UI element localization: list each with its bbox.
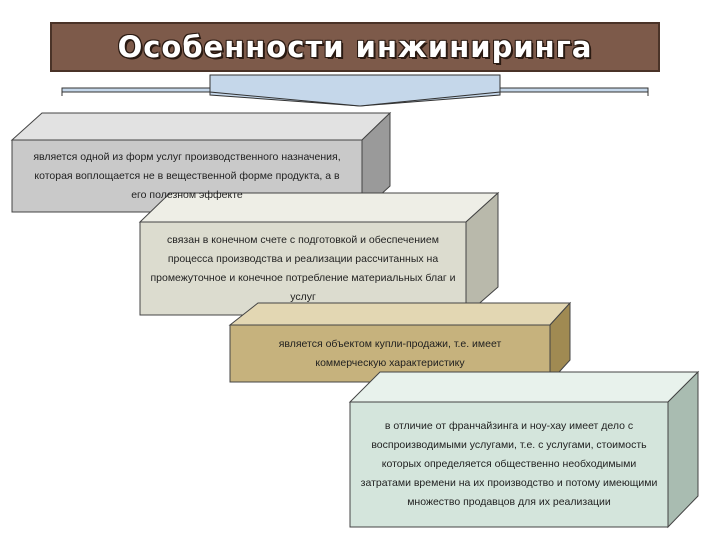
page-title: Особенности инжиниринга bbox=[117, 30, 593, 64]
title-arrow bbox=[62, 75, 648, 106]
box-2-text: связан в конечном счете с подготовкой и обеспечением процесса производства и реализации рассчитанных на промежуточное и конечное потребление материальных благ и услуг bbox=[150, 233, 456, 303]
box-1-text: является одной из форм услуг производственного назначения, которая воплощается не в вещественной форме продукта, а в его полезном эффекте bbox=[33, 150, 341, 201]
box-3-text: является объектом купли-продажи, т.е. имеет коммерческую характеристику bbox=[278, 337, 502, 369]
box-4-text: в отличие от франчайзинга и ноу-хау имеет дело с воспроизводимыми услугами, т.е. с услугами, стоимость которых определяется общественно необходимыми затратами времени на их производство и потому имеющими множество продавцов для их реализации bbox=[360, 420, 658, 508]
